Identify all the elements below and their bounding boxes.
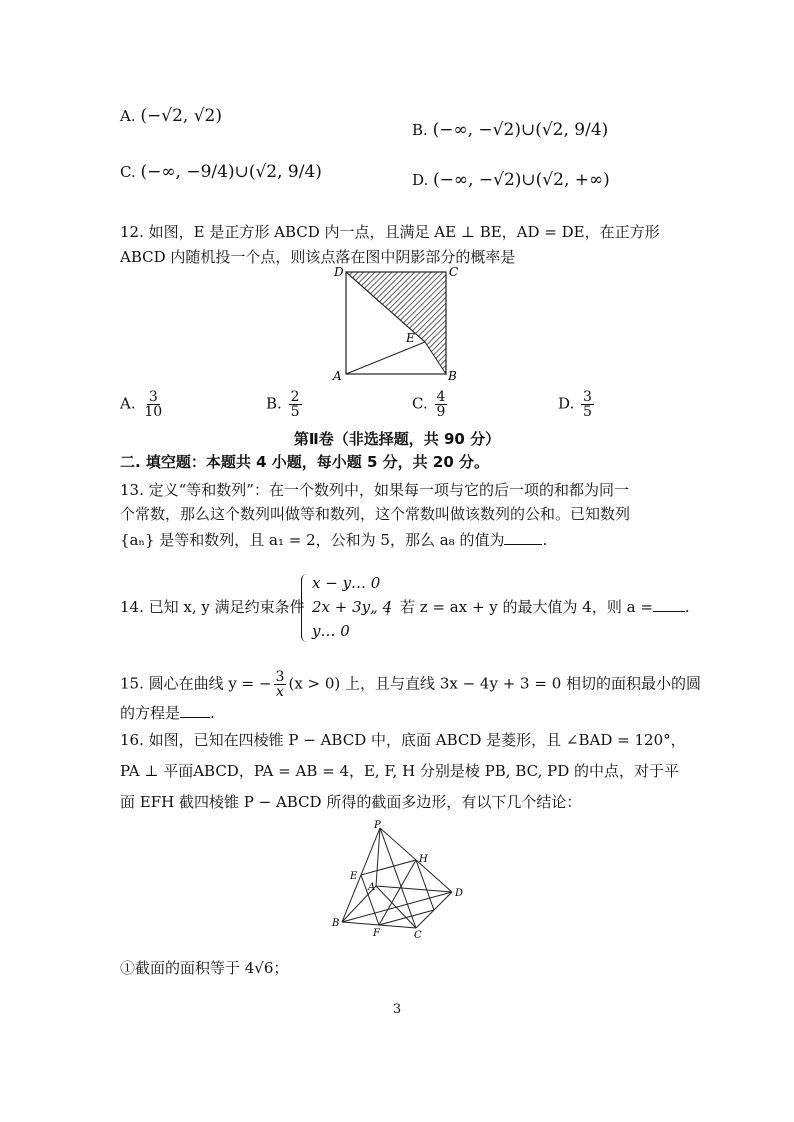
q12-option-a-label: A. xyxy=(120,394,136,413)
q15-line2-text: 的方程是 xyxy=(120,704,181,722)
pyramid-figure xyxy=(328,820,468,940)
q13-line2: 个常数，那么这个数列叫做等和数列，这个常数叫做该数列的公和。已知数列 xyxy=(120,505,631,523)
q14-constraint-2: 2x + 3y„ 4 xyxy=(312,598,393,616)
q12-option-a xyxy=(120,390,166,419)
label-f: F xyxy=(373,928,380,939)
q15-fraction xyxy=(274,670,287,699)
q13-line3: {aₙ} 是等和数列，且 a₁ = 2，公和为 5，那么 a₈ 的值为 . xyxy=(120,531,548,549)
numerator: 3 xyxy=(148,389,158,405)
q15-line1-a: 15. 圆心在曲线 y = − xyxy=(120,674,272,693)
q16-line1: 16. 如图，已知在四棱锥 P − ABCD 中，底面 ABCD 是菱形，且 ∠BAD = 120°， xyxy=(120,731,686,749)
section-subheading: 二. 填空题：本题共 4 小题，每小题 5 分，共 20 分。 xyxy=(120,453,490,471)
q15-line1 xyxy=(120,670,701,699)
label-a: A xyxy=(333,369,342,383)
q16-line2: PA ⊥ 平面ABCD，PA = AB = 4，E, F, H 分别是棱 PB, BC, PD 的中点，对于平 xyxy=(120,762,680,780)
q12-option-b-label: B. xyxy=(266,394,282,413)
q12-line2: ABCD 内随机投一个点，则该点落在图中阴影部分的概率是 xyxy=(120,248,516,266)
shaded-region xyxy=(346,272,446,374)
q14-constraint-1: x − y… 0 xyxy=(312,574,381,592)
q12-option-a-frac xyxy=(142,390,164,419)
answer-blank xyxy=(180,703,210,718)
q11-option-b-label: B. xyxy=(412,121,428,139)
q14-suffix: ，若 z = ax + y 的最大值为 4，则 a = . xyxy=(385,598,690,616)
label-b: B xyxy=(448,369,457,383)
q11-option-a xyxy=(120,106,222,126)
q12-option-c xyxy=(412,390,449,419)
numerator: 4 xyxy=(436,389,446,405)
label-p: P xyxy=(374,820,381,831)
page-number: 3 xyxy=(392,1002,402,1017)
q16-item1: ①截面的面积等于 4√6； xyxy=(120,959,289,977)
q12-option-b-frac xyxy=(289,390,302,419)
q12-line1: 12. 如图，E 是正方形 ABCD 内一点，且满足 AE ⊥ BE，AD = DE，在正方形 xyxy=(120,223,660,241)
q14-prefix: 14. 已知 x, y 满足约束条件 xyxy=(120,598,305,616)
q11-option-a-text: (−√2, √2) xyxy=(140,106,223,126)
denominator: 5 xyxy=(583,404,592,420)
q11-option-c-label: C. xyxy=(120,163,136,181)
label-b: B xyxy=(332,918,340,929)
q16-line3: 面 EFH 截四棱锥 P − ABCD 所得的截面多边形，有以下几个结论： xyxy=(120,793,582,811)
q12-option-d xyxy=(558,390,596,419)
q13-line3-text: {aₙ} 是等和数列，且 a₁ = 2，公和为 5，那么 a₈ 的值为 xyxy=(120,531,505,549)
q12-option-c-label: C. xyxy=(412,394,428,413)
label-e: E xyxy=(350,871,358,882)
constraint-brace xyxy=(301,574,310,642)
denominator: x xyxy=(276,684,284,700)
numerator: 3 xyxy=(275,669,285,685)
section-heading: 第Ⅱ卷（非选择题，共 90 分） xyxy=(293,430,501,448)
q14-constraint-3: y… 0 xyxy=(312,622,350,640)
label-c: C xyxy=(449,265,459,279)
label-d: D xyxy=(455,888,464,899)
q11-option-c-text: (−∞, −9/4)∪(√2, 9/4) xyxy=(140,162,322,182)
label-c: C xyxy=(414,930,422,940)
q11-option-d-label: D. xyxy=(412,171,429,189)
q11-option-b xyxy=(412,120,608,140)
q13-line1: 13. 定义“等和数列”：在一个数列中，如果每一项与它的后一项的和都为同一 xyxy=(120,481,629,499)
square-figure xyxy=(328,262,468,384)
label-e: E xyxy=(406,331,415,345)
q11-option-d xyxy=(412,170,610,190)
q12-option-d-frac xyxy=(581,390,594,419)
answer-blank xyxy=(653,597,685,612)
segment-ae xyxy=(346,342,425,374)
numerator: 3 xyxy=(583,389,592,405)
q11-option-d-text: (−∞, −√2)∪(√2, +∞) xyxy=(433,170,610,190)
numerator: 2 xyxy=(290,389,300,405)
q15-line1-b: (x > 0) 上，且与直线 3x − 4y + 3 = 0 相切的面积最小的圆 xyxy=(288,674,702,693)
denominator: 9 xyxy=(436,404,446,420)
label-h: H xyxy=(419,854,428,865)
q11-option-a-label: A. xyxy=(120,107,136,125)
q11-option-c xyxy=(120,162,322,182)
q12-option-d-label: D. xyxy=(558,394,575,413)
denominator: 10 xyxy=(144,404,163,420)
denominator: 5 xyxy=(290,404,300,420)
q14-suffix-text: ，若 z = ax + y 的最大值为 4，则 a = xyxy=(385,598,653,616)
label-a: A xyxy=(368,882,376,893)
q12-option-c-frac xyxy=(435,390,448,419)
q12-option-b xyxy=(266,390,304,419)
answer-blank xyxy=(504,530,542,545)
q15-line2: 的方程是 . xyxy=(120,704,215,722)
label-d: D xyxy=(334,265,344,279)
q11-option-b-text: (−∞, −√2)∪(√2, 9/4) xyxy=(432,120,609,140)
